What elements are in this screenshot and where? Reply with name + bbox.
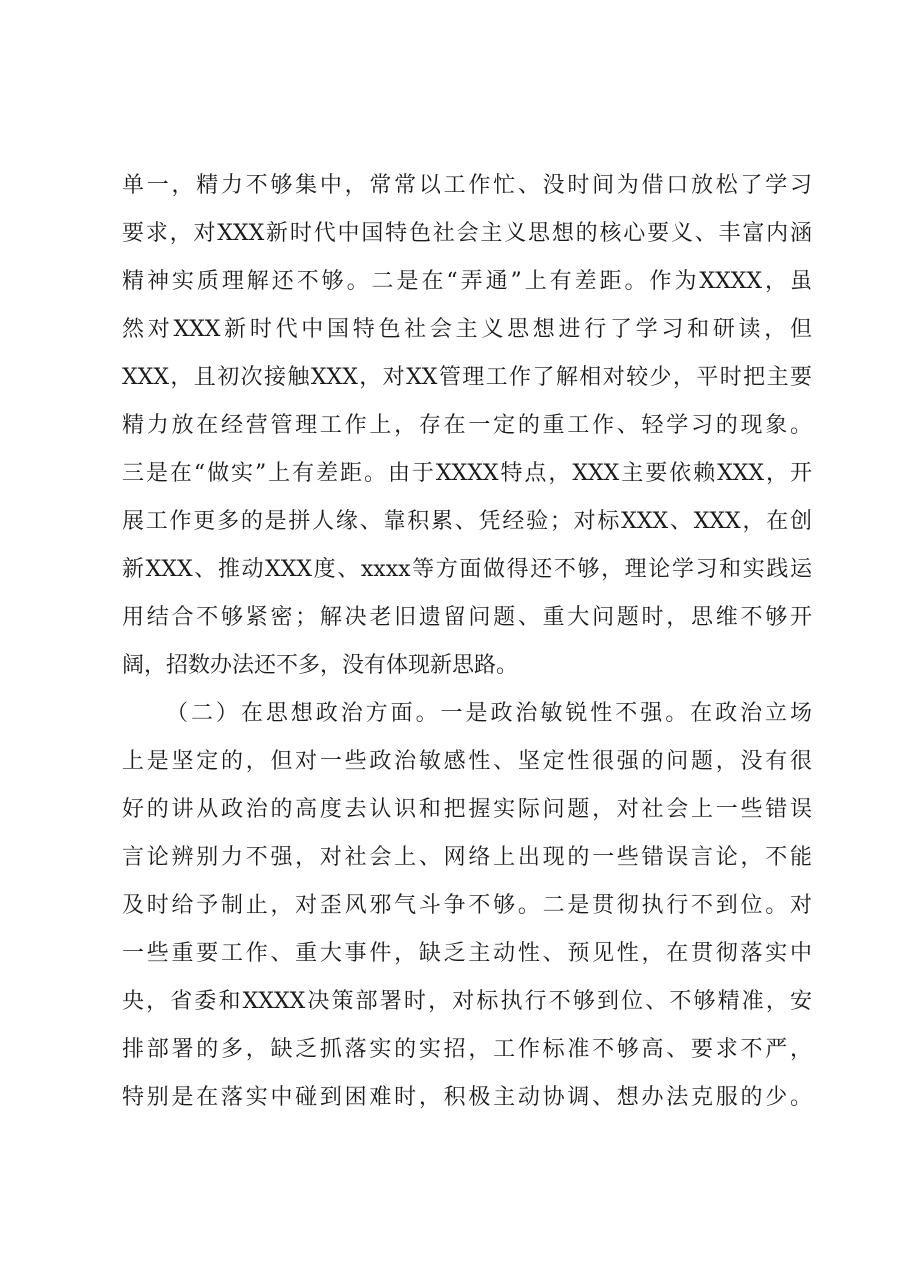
text-line: 好的讲从政治的高度去认识和把握实际问题，对社会上一些错误 — [122, 797, 812, 822]
text-line: 新XXX、推动XXX度、xxxx等方面做得还不够，理论学习和实践运 — [122, 557, 812, 582]
text-line: 言论辨别力不强，对社会上、网络上出现的一些错误言论，不能 — [122, 845, 812, 870]
text-line: 阔，招数办法还不多，没有体现新思路。 — [122, 653, 519, 678]
text-line: XXX，且初次接触XXX，对XX管理工作了解相对较少，平时把主要 — [122, 365, 812, 390]
text-line: 用结合不够紧密；解决老旧遗留问题、重大问题时，思维不够开 — [122, 605, 812, 630]
text-line: 要求，对XXX新时代中国特色社会主义思想的核心要义、丰富内涵 — [122, 221, 812, 246]
body-text — [122, 162, 812, 1122]
text-line: 精力放在经营管理工作上，存在一定的重工作、轻学习的现象。 — [122, 413, 812, 438]
text-line: 央，省委和XXXX决策部署时，对标执行不够到位、不够精准，安 — [122, 989, 812, 1014]
text-line: 然对XXX新时代中国特色社会主义思想进行了学习和研读，但 — [122, 317, 812, 342]
text-line: 展工作更多的是拼人缘、靠积累、凭经验；对标XXX、XXX，在创 — [122, 509, 812, 534]
section-heading-line: （二）在思想政治方面。一是政治敏锐性不强。在政治立场 — [166, 701, 812, 726]
text-line: 排部署的多，缺乏抓落实的实招，工作标准不够高、要求不严， — [122, 1037, 812, 1062]
text-line: 上是坚定的，但对一些政治敏感性、坚定性很强的问题，没有很 — [122, 749, 812, 774]
text-line: 精神实质理解还不够。二是在“弄通”上有差距。作为XXXX，虽 — [122, 269, 812, 294]
text-line: 三是在“做实”上有差距。由于XXXX特点，XXX主要依赖XXX，开 — [122, 461, 812, 486]
text-line: 及时给予制止，对歪风邪气斗争不够。二是贯彻执行不到位。对 — [122, 893, 812, 918]
text-line: 一些重要工作、重大事件，缺乏主动性、预见性，在贯彻落实中 — [122, 941, 812, 966]
text-line: 特别是在落实中碰到困难时，积极主动协调、想办法克服的少。 — [122, 1085, 812, 1110]
text-line: 单一，精力不够集中，常常以工作忙、没时间为借口放松了学习 — [122, 173, 812, 198]
